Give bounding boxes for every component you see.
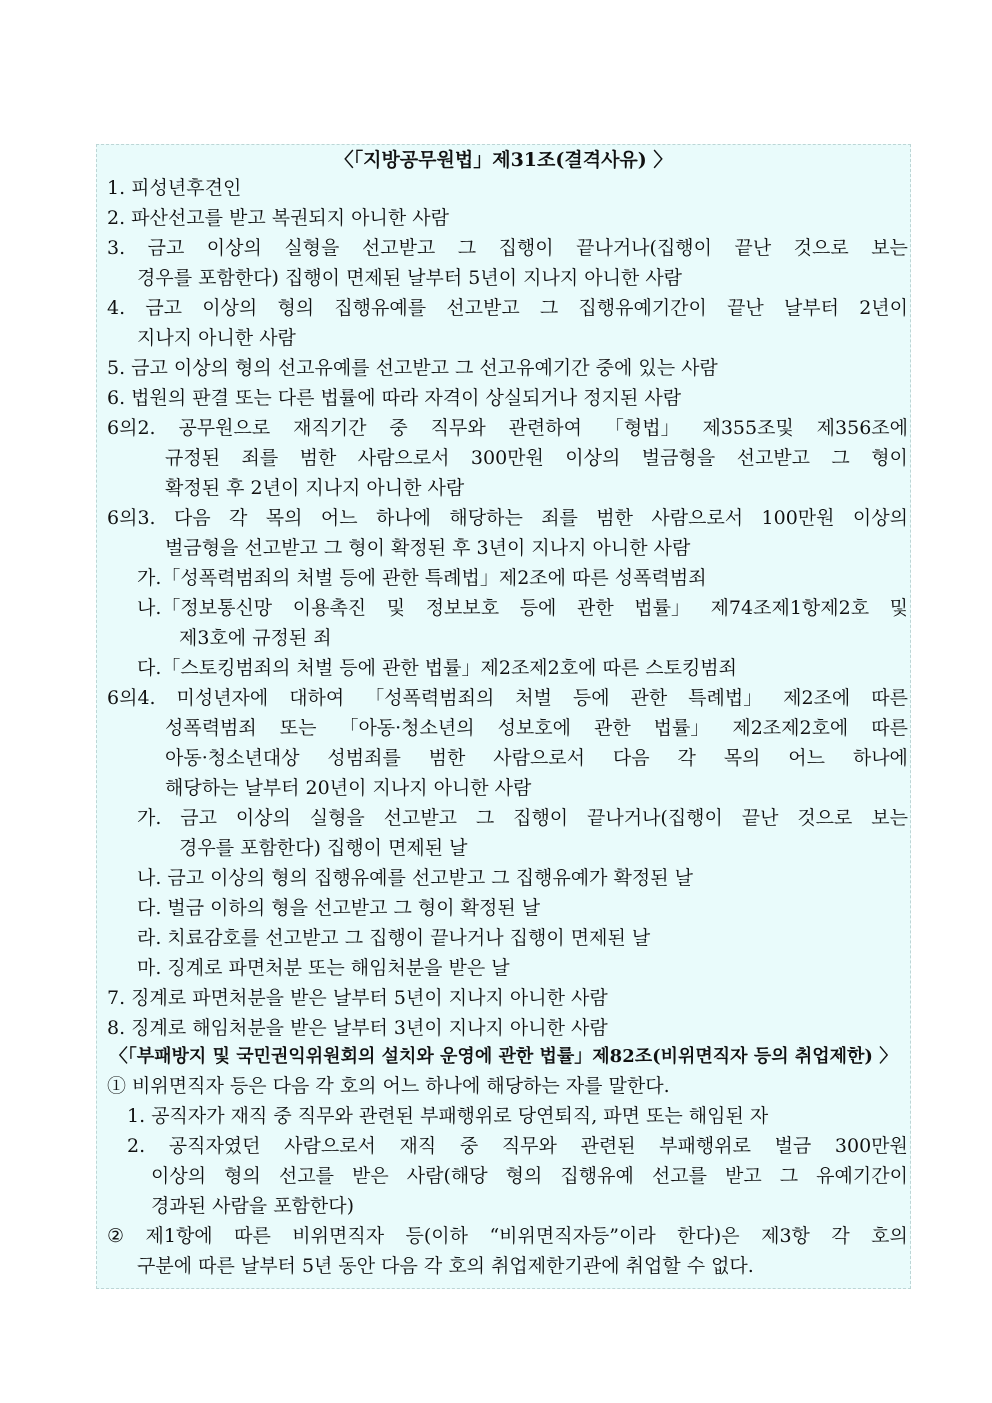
clause-line: 다. 벌금 이하의 형을 선고받고 그 형이 확정된 날 (137, 897, 541, 919)
clause-line: 구분에 따른 날부터 5년 동안 다음 각 호의 취업제한기관에 취업할 수 없다. (137, 1255, 754, 1277)
clause-line: 5. 금고 이상의 형의 선고유예를 선고받고 그 선고유예기간 중에 있는 사람 (107, 357, 718, 379)
clause-line: 규정된 죄를 범한 사람으로서 300만원 이상의 벌금형을 선고받고 그 형이 (165, 447, 908, 469)
clause-line: 마. 징계로 파면처분 또는 해임처분을 받은 날 (137, 957, 510, 979)
clause-line: 4. 금고 이상의 형의 집행유예를 선고받고 그 집행유예기간이 끝난 날부터 2년이 (107, 297, 908, 319)
clause-line: 1. 공직자가 재직 중 직무와 관련된 부패행위로 당연퇴직, 파면 또는 해임된 자 (127, 1105, 769, 1127)
clause-line: 나.「정보통신망 이용촉진 및 정보보호 등에 관한 법률」 제74조제1항제2호 및 (137, 597, 908, 619)
clause-line: 아동·청소년대상 성범죄를 범한 사람으로서 다음 각 목의 어느 하나에 (165, 747, 908, 769)
clause-line: 가. 금고 이상의 실형을 선고받고 그 집행이 끝나거나(집행이 끝난 것으로 보는 (137, 807, 908, 829)
clause-line: ② 제1항에 따른 비위면직자 등(이하 “비위면직자등”이라 한다)은 제3항 각 호의 (107, 1225, 908, 1247)
clause-line: 벌금형을 선고받고 그 형이 확정된 후 3년이 지나지 아니한 사람 (165, 537, 691, 559)
clause-line: 성폭력범죄 또는 「아동·청소년의 성보호에 관한 법률」 제2조제2호에 따른 (165, 717, 908, 739)
clause-line: 나. 금고 이상의 형의 집행유예를 선고받고 그 집행유예가 확정된 날 (137, 867, 693, 889)
clause-line: 6의4. 미성년자에 대하여 「성폭력범죄의 처벌 등에 관한 특례법」 제2조에 따른 (107, 687, 908, 709)
clause-line: 다.「스토킹범죄의 처벌 등에 관한 법률」제2조제2호에 따른 스토킹범죄 (137, 657, 738, 679)
clause-line: 2. 공직자였던 사람으로서 재직 중 직무와 관련된 부패행위로 벌금 300만원 (127, 1135, 908, 1157)
clause-line: 6의2. 공무원으로 재직기간 중 직무와 관련하여 「형법」 제355조및 제356조에 (107, 417, 908, 439)
clause-line: 지나지 아니한 사람 (137, 327, 296, 349)
clause-line: 6. 법원의 판결 또는 다른 법률에 따라 자격이 상실되거나 정지된 사람 (107, 387, 682, 409)
section-heading: 〈「지방공무원법」제31조(결격사유) 〉 (334, 149, 673, 171)
clause-line: 해당하는 날부터 20년이 지나지 아니한 사람 (165, 777, 532, 799)
clause-line: 라. 치료감호를 선고받고 그 집행이 끝나거나 집행이 면제된 날 (137, 927, 651, 949)
clause-line: 경과된 사람을 포함한다) (151, 1195, 355, 1217)
clause-line: 경우를 포함한다) 집행이 면제된 날 (179, 837, 468, 859)
clause-line: ① 비위면직자 등은 다음 각 호의 어느 하나에 해당하는 자를 말한다. (107, 1075, 670, 1097)
clause-line: 제3호에 규정된 죄 (179, 627, 332, 649)
clause-line: 1. 피성년후견인 (107, 177, 242, 199)
clause-line: 2. 파산선고를 받고 복권되지 아니한 사람 (107, 207, 449, 229)
clause-line: 7. 징계로 파면처분을 받은 날부터 5년이 지나지 아니한 사람 (107, 987, 608, 1009)
clause-line: 3. 금고 이상의 실형을 선고받고 그 집행이 끝나거나(집행이 끝난 것으로 보는 (107, 237, 908, 259)
clause-line: 이상의 형의 선고를 받은 사람(해당 형의 집행유예 선고를 받고 그 유예기간이 (151, 1165, 908, 1187)
clause-line: 확정된 후 2년이 지나지 아니한 사람 (165, 477, 465, 499)
clause-line: 8. 징계로 해임처분을 받은 날부터 3년이 지나지 아니한 사람 (107, 1017, 608, 1039)
section-heading: 〈「부패방지 및 국민권익위원회의 설치와 운영에 관한 법률」제82조(비위면직자 등의 취업제한) 〉 (109, 1046, 898, 1067)
clause-line: 6의3. 다음 각 목의 어느 하나에 해당하는 죄를 범한 사람으로서 100만원 이상의 (107, 507, 908, 529)
clause-line: 가.「성폭력범죄의 처벌 등에 관한 특례법」제2조에 따른 성폭력범죄 (137, 567, 707, 589)
legal-excerpt-box (96, 144, 911, 1289)
clause-line: 경우를 포함한다) 집행이 면제된 날부터 5년이 지나지 아니한 사람 (137, 267, 683, 289)
